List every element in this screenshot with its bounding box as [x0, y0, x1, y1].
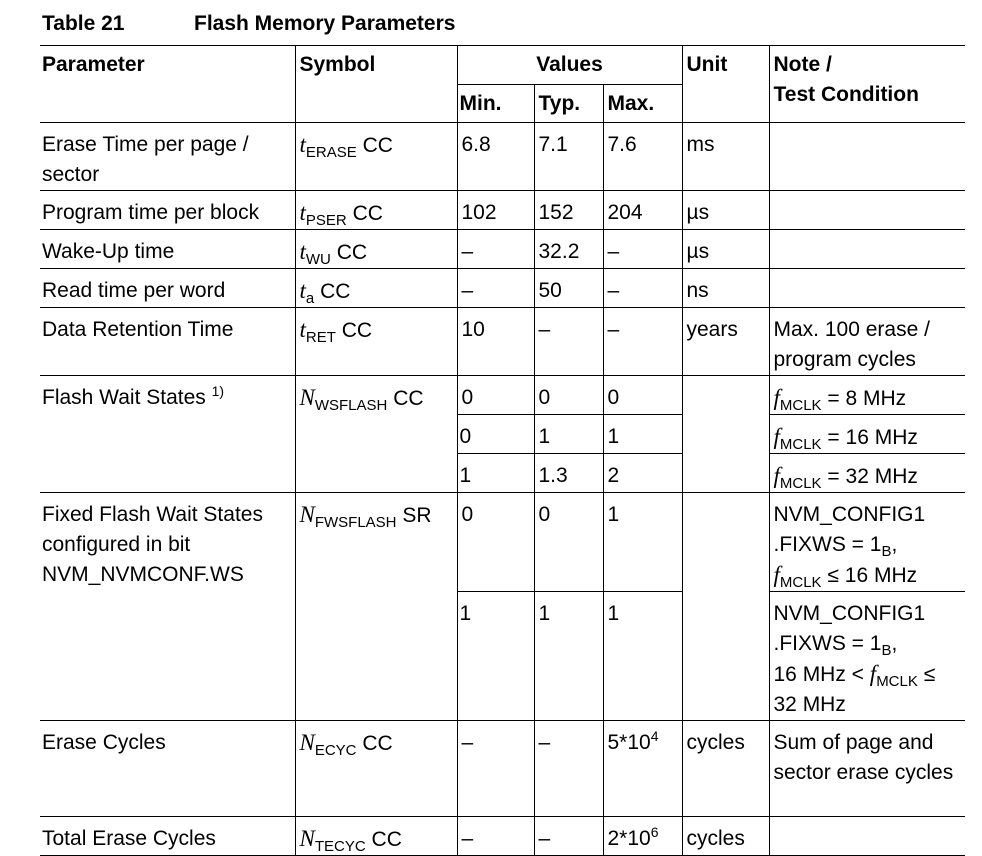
max-cell: $5*10^4$ [603, 721, 682, 817]
symbol-cell: $N_{TECYC}$ CC [295, 817, 457, 856]
table-title: Flash Memory Parameters [194, 12, 456, 35]
min-cell: 6.8 [457, 123, 534, 191]
note-cell [769, 191, 965, 230]
parameter-cell: Erase Time per page / sector [40, 123, 295, 191]
table-row [40, 191, 965, 230]
symbol-cell: $N_{ECYC}$ CC [295, 721, 457, 817]
note-cell: NVM_CONFIG1 .FIXWS = $1_B$, 16 MHz < $f_{MCLK} \le 32$ MHz [769, 592, 965, 721]
parameter-cell: Total Erase Cycles [40, 817, 295, 856]
unit-cell: years [682, 308, 769, 376]
note-cell: Max. 100 erase / program cycles [769, 308, 965, 376]
parameter-cell: Read time per word [40, 269, 295, 308]
symbol-cell: $N_{FWSFLASH}$ SR [295, 493, 457, 721]
table-row [40, 308, 965, 376]
typ-cell: – [534, 308, 603, 376]
symbol-cell: $t_{WU}$ CC [295, 230, 457, 269]
typ-cell: 1.3 [534, 454, 603, 493]
header-parameter: Parameter [40, 46, 295, 123]
note-cell [769, 817, 965, 856]
max-cell: 7.6 [603, 123, 682, 191]
min-cell: – [457, 230, 534, 269]
note-cell [769, 123, 965, 191]
header-row [40, 46, 965, 85]
parameter-cell: Fixed Flash Wait States configured in bit NVM_NVMCONF.WS [40, 493, 295, 721]
max-cell: $2*10^6$ [603, 817, 682, 856]
unit-cell [682, 493, 769, 721]
min-cell: 1 [457, 454, 534, 493]
max-cell: – [603, 308, 682, 376]
table-caption [42, 12, 455, 36]
max-cell: 0 [603, 376, 682, 415]
table-row [40, 376, 965, 415]
min-cell: 10 [457, 308, 534, 376]
symbol-cell: $t_{ERASE}$ CC [295, 123, 457, 191]
note-cell [769, 230, 965, 269]
min-cell: – [457, 817, 534, 856]
unit-cell: ms [682, 123, 769, 191]
symbol-cell: $t_{PSER}$ CC [295, 191, 457, 230]
note-cell: Sum of page and sector erase cycles [769, 721, 965, 817]
table-row [40, 269, 965, 308]
typ-cell: 0 [534, 376, 603, 415]
parameter-cell: Wake-Up time [40, 230, 295, 269]
typ-cell: 7.1 [534, 123, 603, 191]
typ-cell: – [534, 721, 603, 817]
unit-cell: cycles [682, 817, 769, 856]
note-cell: $f_{MCLK} = 32$ MHz [769, 454, 965, 493]
typ-cell: 32.2 [534, 230, 603, 269]
flash-parameters-table [40, 45, 965, 856]
symbol-cell: $t_{RET}$ CC [295, 308, 457, 376]
header-min: Min. [457, 85, 534, 123]
header-note: Note / Test Condition [769, 46, 965, 123]
parameter-cell: Erase Cycles [40, 721, 295, 817]
note-cell: $f_{MCLK} = 16$ MHz [769, 415, 965, 454]
min-cell: – [457, 269, 534, 308]
max-cell: – [603, 230, 682, 269]
parameter-cell: Flash Wait States $^{1)}$ [40, 376, 295, 493]
header-unit: Unit [682, 46, 769, 123]
parameter-cell: Data Retention Time [40, 308, 295, 376]
table-row [40, 493, 965, 592]
header-typ: Typ. [534, 85, 603, 123]
unit-cell: ns [682, 269, 769, 308]
min-cell: 0 [457, 493, 534, 592]
unit-cell: µs [682, 191, 769, 230]
symbol-cell: $N_{WSFLASH}$ CC [295, 376, 457, 493]
min-cell: – [457, 721, 534, 817]
header-max: Max. [603, 85, 682, 123]
max-cell: 1 [603, 493, 682, 592]
max-cell: 1 [603, 592, 682, 721]
unit-cell: cycles [682, 721, 769, 817]
typ-cell: 152 [534, 191, 603, 230]
note-cell: NVM_CONFIG1 .FIXWS = $1_B$, $f_{MCLK} \le 16$ MHz [769, 493, 965, 592]
symbol-cell: $t_a$ CC [295, 269, 457, 308]
typ-cell: 50 [534, 269, 603, 308]
table-row [40, 817, 965, 856]
max-cell: 1 [603, 415, 682, 454]
typ-cell: 1 [534, 592, 603, 721]
min-cell: 1 [457, 592, 534, 721]
note-cell: $f_{MCLK} = 8$ MHz [769, 376, 965, 415]
table-row [40, 230, 965, 269]
max-cell: 204 [603, 191, 682, 230]
max-cell: – [603, 269, 682, 308]
min-cell: 102 [457, 191, 534, 230]
table-number: Table 21 [42, 12, 125, 35]
table-row [40, 123, 965, 191]
min-cell: 0 [457, 376, 534, 415]
note-cell [769, 269, 965, 308]
typ-cell: 0 [534, 493, 603, 592]
typ-cell: 1 [534, 415, 603, 454]
header-values: Values [457, 46, 682, 85]
unit-cell [682, 376, 769, 493]
min-cell: 0 [457, 415, 534, 454]
header-symbol: Symbol [295, 46, 457, 123]
parameter-cell: Program time per block [40, 191, 295, 230]
table-row [40, 721, 965, 817]
max-cell: 2 [603, 454, 682, 493]
typ-cell: – [534, 817, 603, 856]
unit-cell: µs [682, 230, 769, 269]
